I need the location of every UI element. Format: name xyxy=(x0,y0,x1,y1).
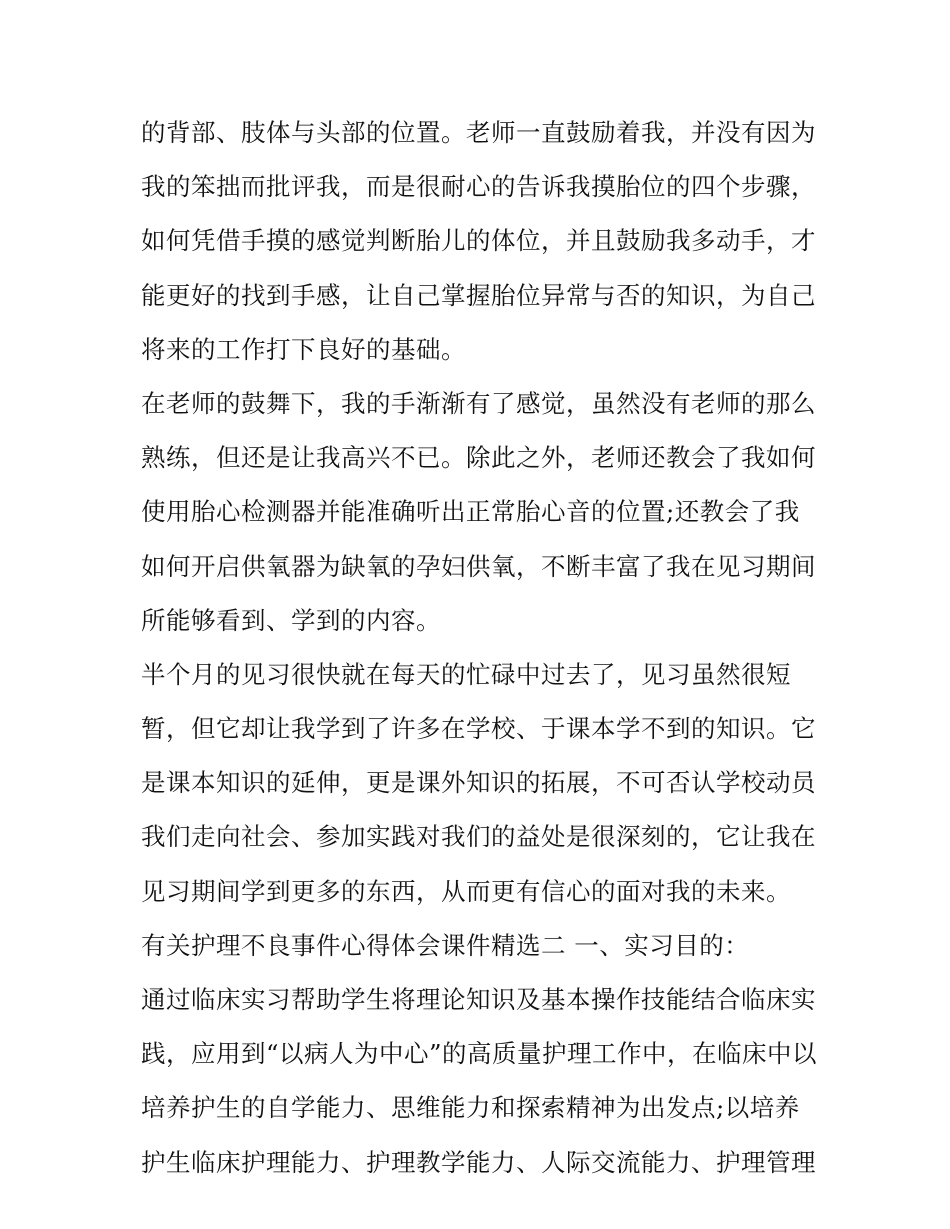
text-line-20: 护生临床护理能力、护理教学能力、人际交流能力、护理管理 xyxy=(141,1147,816,1177)
text-line-15: 见习期间学到更多的东西，从而更有信心的面对我的未来。 xyxy=(141,876,791,906)
text-line-18: 践，应用到“以病人为中心”的高质量护理工作中，在临床中以 xyxy=(141,1039,818,1069)
text-line-9: 如何开启供氧器为缺氧的孕妇供氧，不断丰富了我在见习期间 xyxy=(141,551,816,581)
text-line-8: 使用胎心检测器并能准确听出正常胎心音的位置;还教会了我 xyxy=(141,497,800,527)
text-line-10: 所能够看到、学到的内容。 xyxy=(141,605,441,635)
text-line-1: 的背部、肢体与头部的位置。老师一直鼓励着我，并没有因为 xyxy=(141,118,816,147)
text-line-4: 能更好的找到手感，让自己掌握胎位异常与否的知识，为自己 xyxy=(141,280,816,310)
text-line-3: 如何凭借手摸的感觉判断胎儿的体位，并且鼓励我多动手，才 xyxy=(141,226,816,256)
text-line-5: 将来的工作打下良好的基础。 xyxy=(141,334,466,364)
body-text xyxy=(141,106,821,1190)
text-line-12: 暂，但它却让我学到了许多在学校、于课本学不到的知识。它 xyxy=(141,714,816,744)
section-heading: 有关护理不良事件心得体会课件精选二 一、实习目的： xyxy=(141,930,750,960)
text-line-14: 我们走向社会、参加实践对我们的益处是很深刻的，它让我在 xyxy=(141,822,816,852)
text-line-17: 通过临床实习帮助学生将理论知识及基本操作技能结合临床实 xyxy=(141,985,816,1014)
text-line-19: 培养护生的自学能力、思维能力和探索精神为出发点;以培养 xyxy=(141,1093,800,1123)
text-line-2: 我的笨拙而批评我，而是很耐心的告诉我摸胎位的四个步骤， xyxy=(141,172,816,202)
text-line-6: 在老师的鼓舞下，我的手渐渐有了感觉，虽然没有老师的那么 xyxy=(141,388,816,418)
text-line-11: 半个月的见习很快就在每天的忙碌中过去了，见习虽然很短 xyxy=(141,659,791,689)
text-line-13: 是课本知识的延伸，更是课外知识的拓展，不可否认学校动员 xyxy=(141,768,816,798)
text-line-7: 熟练，但还是让我高兴不已。除此之外，老师还教会了我如何 xyxy=(141,443,816,473)
